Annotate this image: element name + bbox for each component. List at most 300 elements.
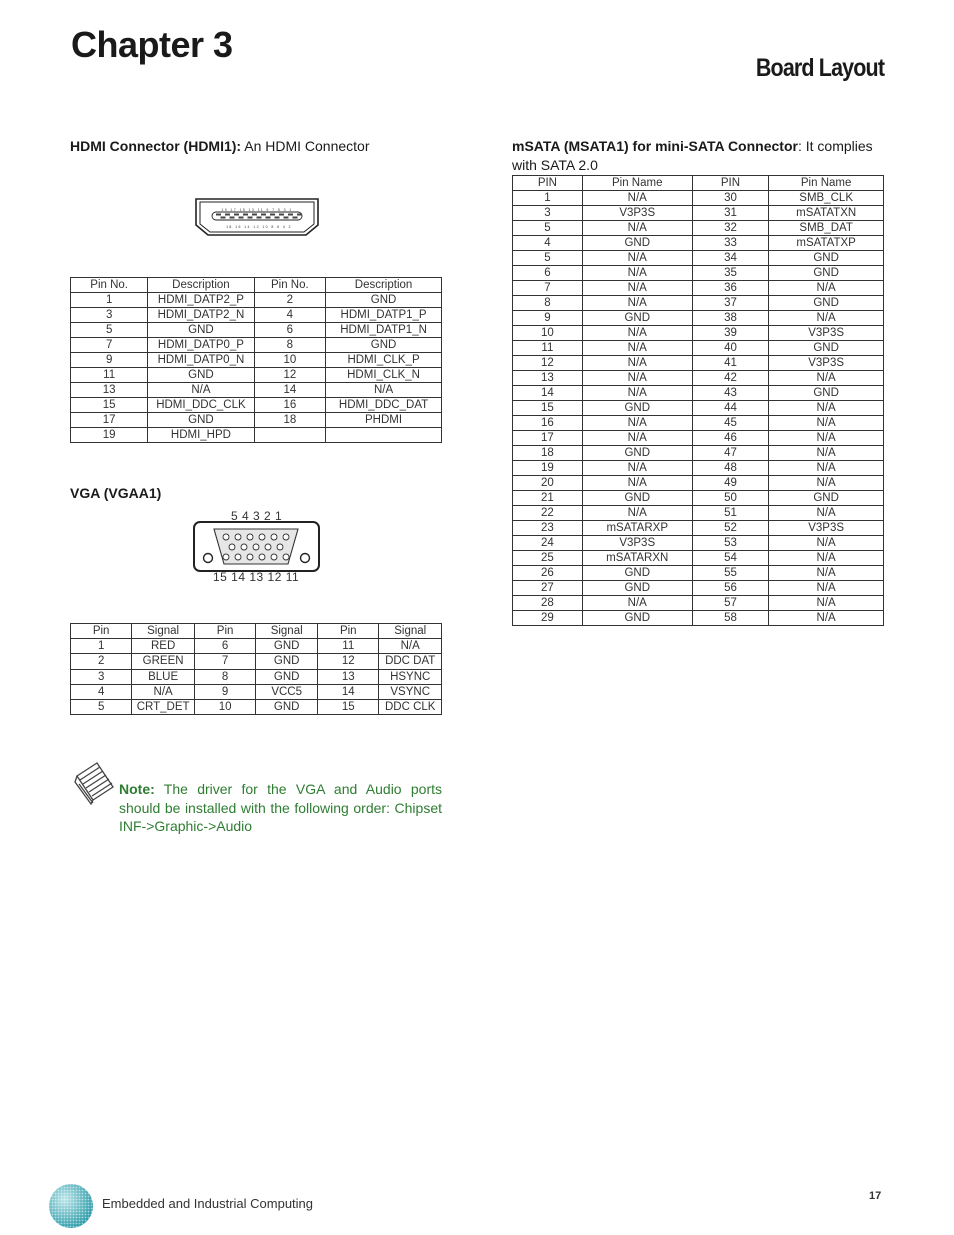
table-row [513, 506, 884, 521]
table-cell: PHDMI [326, 413, 442, 428]
table-cell: 17 [513, 431, 583, 446]
table-row [513, 206, 884, 221]
column-header: Description [326, 278, 442, 293]
column-header: Pin [318, 624, 379, 639]
table-cell: DDC DAT [379, 654, 442, 669]
table-cell: GND [256, 699, 318, 714]
column-header: Pin Name [769, 176, 884, 191]
table-cell: N/A [582, 266, 692, 281]
vga-heading [70, 484, 161, 503]
table-cell: 1 [513, 191, 583, 206]
table-cell: N/A [769, 536, 884, 551]
table-cell: N/A [582, 356, 692, 371]
column-header: Pin [194, 624, 255, 639]
table-cell: 1 [71, 639, 132, 654]
vga-pin [235, 554, 241, 560]
table-cell: 10 [513, 326, 583, 341]
table-cell: N/A [582, 431, 692, 446]
msata-pin-table [512, 175, 884, 626]
table-header-row [513, 176, 884, 191]
table-cell: RED [132, 639, 195, 654]
table-cell: GND [582, 446, 692, 461]
table-cell: GND [148, 413, 254, 428]
table-cell: HDMI_DATP1_N [326, 323, 442, 338]
hdmi-pin [248, 217, 253, 219]
table-cell: V3P3S [769, 326, 884, 341]
column-header: Pin No. [71, 278, 148, 293]
table-row [513, 281, 884, 296]
table-cell: N/A [769, 551, 884, 566]
table-row [513, 401, 884, 416]
table-row [513, 371, 884, 386]
table-cell: V3P3S [769, 356, 884, 371]
table-cell: 57 [692, 596, 769, 611]
table-cell: N/A [769, 506, 884, 521]
hdmi-pin [243, 214, 248, 216]
table-cell: 50 [692, 491, 769, 506]
table-row [71, 654, 442, 669]
hdmi-diagram-top-pins: 19 17 15 13 11 9 7 5 3 1 [221, 208, 293, 212]
table-cell: HDMI_HPD [148, 428, 254, 443]
table-cell: N/A [132, 684, 195, 699]
table-cell: 9 [194, 684, 255, 699]
table-cell: 40 [692, 341, 769, 356]
vga-pin [223, 554, 229, 560]
table-cell: GND [148, 368, 254, 383]
table-cell: 58 [692, 611, 769, 626]
globe-logo [48, 1183, 94, 1229]
table-cell: GND [769, 386, 884, 401]
table-cell: 7 [194, 654, 255, 669]
table-cell: HDMI_DATP1_P [326, 308, 442, 323]
table-cell: GND [582, 311, 692, 326]
vga-connector-diagram [192, 520, 321, 573]
table-row [513, 236, 884, 251]
table-cell: GND [326, 293, 442, 308]
table-cell: 51 [692, 506, 769, 521]
table-cell: 39 [692, 326, 769, 341]
table-cell: 45 [692, 416, 769, 431]
table-row [513, 536, 884, 551]
footer-tagline: Embedded and Industrial Computing [102, 1196, 314, 1211]
table-cell: 56 [692, 581, 769, 596]
table-cell: GND [148, 323, 254, 338]
table-row [513, 356, 884, 371]
table-row [513, 251, 884, 266]
table-cell: N/A [582, 281, 692, 296]
table-cell: 11 [318, 639, 379, 654]
hdmi-pin [252, 214, 257, 216]
table-row [513, 446, 884, 461]
table-cell: HDMI_CLK_P [326, 353, 442, 368]
table-cell: 7 [71, 338, 148, 353]
table-row [71, 413, 442, 428]
table-cell: GND [582, 566, 692, 581]
table-cell: mSATARXN [582, 551, 692, 566]
table-row [71, 639, 442, 654]
note-text [119, 780, 442, 836]
table-cell: 19 [513, 461, 583, 476]
table-cell: 46 [692, 431, 769, 446]
hdmi-pin [275, 217, 280, 219]
vga-pin [271, 554, 277, 560]
table-cell: GND [582, 401, 692, 416]
table-cell: 13 [513, 371, 583, 386]
table-cell: 26 [513, 566, 583, 581]
table-cell: GND [769, 341, 884, 356]
table-cell: GND [582, 491, 692, 506]
column-header: PIN [513, 176, 583, 191]
table-cell: 36 [692, 281, 769, 296]
notepad-icon [73, 760, 117, 806]
table-cell: N/A [148, 383, 254, 398]
table-cell: HDMI_DATP0_P [148, 338, 254, 353]
table-row [71, 308, 442, 323]
table-cell: N/A [769, 581, 884, 596]
table-cell: N/A [582, 386, 692, 401]
table-cell: V3P3S [582, 206, 692, 221]
table-cell: 8 [254, 338, 326, 353]
table-cell: SMB_CLK [769, 191, 884, 206]
table-cell: VCC5 [256, 684, 318, 699]
table-cell: 10 [194, 699, 255, 714]
table-row [513, 491, 884, 506]
table-cell: GND [769, 266, 884, 281]
table-cell: 48 [692, 461, 769, 476]
table-cell: N/A [379, 639, 442, 654]
table-cell: VSYNC [379, 684, 442, 699]
table-cell: CRT_DET [132, 699, 195, 714]
table-cell: N/A [582, 476, 692, 491]
table-cell: 29 [513, 611, 583, 626]
table-cell: 18 [513, 446, 583, 461]
table-cell: 18 [254, 413, 326, 428]
table-cell: 5 [71, 323, 148, 338]
table-cell: 6 [194, 639, 255, 654]
chapter-title: Chapter 3 [71, 24, 233, 65]
table-header-row [71, 278, 442, 293]
table-cell: 21 [513, 491, 583, 506]
table-cell: 5 [71, 699, 132, 714]
table-cell: N/A [769, 401, 884, 416]
hdmi-diagram-bottom-pins: 18 16 14 12 10 8 6 4 2 [226, 225, 292, 229]
table-cell: N/A [582, 506, 692, 521]
vga-bottom-pin-label: 15 14 13 12 11 [213, 570, 300, 584]
table-cell: 37 [692, 296, 769, 311]
vga-pin [283, 554, 289, 560]
vga-pin [235, 534, 241, 540]
hdmi-pin [270, 214, 275, 216]
table-row [513, 551, 884, 566]
msata-heading-bold: mSATA (MSATA1) for mini-SATA Connector [512, 138, 798, 154]
table-row [71, 353, 442, 368]
table-cell: 3 [71, 669, 132, 684]
table-cell: 1 [71, 293, 148, 308]
table-cell: 31 [692, 206, 769, 221]
vga-pin [283, 534, 289, 540]
table-cell: 3 [513, 206, 583, 221]
table-cell: 4 [71, 684, 132, 699]
table-cell: 15 [318, 699, 379, 714]
table-cell: 16 [254, 398, 326, 413]
table-cell: GND [582, 581, 692, 596]
table-cell: 22 [513, 506, 583, 521]
hdmi-pin [266, 217, 271, 219]
table-cell: 3 [71, 308, 148, 323]
table-cell: GND [769, 491, 884, 506]
vga-pin [223, 534, 229, 540]
table-row [513, 191, 884, 206]
table-cell: N/A [582, 251, 692, 266]
table-cell: 20 [513, 476, 583, 491]
table-row [513, 221, 884, 236]
hdmi-heading-bold: HDMI Connector (HDMI1): [70, 138, 242, 154]
table-row [71, 669, 442, 684]
hdmi-pin [293, 217, 298, 219]
vga-pin [247, 534, 253, 540]
table-cell: SMB_DAT [769, 221, 884, 236]
hdmi-pin [261, 214, 266, 216]
table-cell: HDMI_DDC_DAT [326, 398, 442, 413]
hdmi-pin [284, 217, 289, 219]
table-cell: 16 [513, 416, 583, 431]
table-cell: 13 [318, 669, 379, 684]
table-cell: 12 [318, 654, 379, 669]
vga-top-pin-label: 5 4 3 2 1 [231, 509, 283, 523]
hdmi-pin [288, 214, 293, 216]
note-body: The driver for the VGA and Audio ports should be installed with the following order: Chipset INF->Graphic->Audio [119, 781, 442, 834]
table-cell: N/A [326, 383, 442, 398]
hdmi-pin [225, 214, 230, 216]
table-cell: 33 [692, 236, 769, 251]
table-cell: GND [256, 669, 318, 684]
table-row [71, 398, 442, 413]
hdmi-pin [230, 217, 235, 219]
table-cell: GND [256, 639, 318, 654]
table-cell: 41 [692, 356, 769, 371]
column-header: Pin No. [254, 278, 326, 293]
hdmi-connector-diagram [192, 196, 322, 238]
hdmi-pin [234, 214, 239, 216]
column-header: Signal [132, 624, 195, 639]
column-header: PIN [692, 176, 769, 191]
table-cell: 9 [513, 311, 583, 326]
table-cell: N/A [582, 416, 692, 431]
table-row [71, 699, 442, 714]
table-cell: HDMI_DATP2_P [148, 293, 254, 308]
table-cell: N/A [769, 281, 884, 296]
table-cell: 44 [692, 401, 769, 416]
hdmi-pin [239, 217, 244, 219]
table-row [71, 338, 442, 353]
table-cell: 14 [513, 386, 583, 401]
hdmi-pin [297, 214, 302, 216]
table-row [513, 266, 884, 281]
table-row [513, 611, 884, 626]
table-cell [254, 428, 326, 443]
table-row [513, 521, 884, 536]
hdmi-pin [279, 214, 284, 216]
column-header: Pin Name [582, 176, 692, 191]
table-row [513, 326, 884, 341]
table-cell: 6 [254, 323, 326, 338]
vga-pin [241, 544, 247, 550]
hdmi-heading-rest: An HDMI Connector [241, 138, 370, 154]
table-row [513, 311, 884, 326]
table-cell: 2 [254, 293, 326, 308]
table-cell: N/A [582, 341, 692, 356]
table-cell: 42 [692, 371, 769, 386]
table-cell: HSYNC [379, 669, 442, 684]
table-cell: N/A [582, 461, 692, 476]
note-label: Note: [119, 781, 155, 797]
table-cell: N/A [769, 596, 884, 611]
table-row [513, 581, 884, 596]
column-header: Pin [71, 624, 132, 639]
table-cell: HDMI_DDC_CLK [148, 398, 254, 413]
table-cell: N/A [582, 371, 692, 386]
table-cell: 23 [513, 521, 583, 536]
table-row [513, 341, 884, 356]
table-cell: 52 [692, 521, 769, 536]
table-cell: BLUE [132, 669, 195, 684]
msata-heading-rest: : It complies with SATA 2.0 [512, 138, 873, 173]
table-row [513, 431, 884, 446]
vga-pin [271, 534, 277, 540]
table-cell: N/A [769, 476, 884, 491]
table-cell: 8 [194, 669, 255, 684]
table-row [513, 461, 884, 476]
table-cell: 14 [318, 684, 379, 699]
column-header: Signal [256, 624, 318, 639]
table-cell: GND [769, 296, 884, 311]
table-cell: 15 [71, 398, 148, 413]
table-cell: 54 [692, 551, 769, 566]
table-cell: 12 [513, 356, 583, 371]
table-cell: 19 [71, 428, 148, 443]
table-cell: N/A [769, 416, 884, 431]
table-cell: N/A [582, 296, 692, 311]
table-cell: mSATATXP [769, 236, 884, 251]
table-cell: N/A [769, 371, 884, 386]
table-cell: N/A [769, 566, 884, 581]
table-cell: 13 [71, 383, 148, 398]
column-header: Description [148, 278, 254, 293]
table-cell: GND [256, 654, 318, 669]
table-header-row [71, 624, 442, 639]
page-number: 17 [869, 1190, 882, 1202]
table-row [71, 383, 442, 398]
vga-pin [259, 554, 265, 560]
table-cell: 25 [513, 551, 583, 566]
table-cell: DDC CLK [379, 699, 442, 714]
table-cell: 35 [692, 266, 769, 281]
table-row [71, 323, 442, 338]
table-cell: 24 [513, 536, 583, 551]
table-cell: 55 [692, 566, 769, 581]
table-cell: 30 [692, 191, 769, 206]
table-cell: GND [582, 611, 692, 626]
table-cell: 12 [254, 368, 326, 383]
section-title: Board Layout [755, 54, 884, 82]
table-row [513, 296, 884, 311]
table-cell: 11 [513, 341, 583, 356]
table-cell: 9 [71, 353, 148, 368]
vga-pin-table [70, 623, 442, 715]
table-cell: GREEN [132, 654, 195, 669]
table-row [513, 596, 884, 611]
table-cell: N/A [769, 461, 884, 476]
hdmi-pin [221, 217, 226, 219]
table-cell: 4 [254, 308, 326, 323]
table-cell: GND [326, 338, 442, 353]
table-row [71, 684, 442, 699]
table-cell: 2 [71, 654, 132, 669]
table-cell: 6 [513, 266, 583, 281]
column-header: Signal [379, 624, 442, 639]
vga-pin [229, 544, 235, 550]
table-row [71, 368, 442, 383]
table-cell [326, 428, 442, 443]
table-cell: 5 [513, 221, 583, 236]
vga-pin [247, 554, 253, 560]
table-cell: 49 [692, 476, 769, 491]
table-cell: N/A [582, 191, 692, 206]
table-cell: 14 [254, 383, 326, 398]
table-cell: 53 [692, 536, 769, 551]
table-cell: 38 [692, 311, 769, 326]
table-cell: 4 [513, 236, 583, 251]
hdmi-pin [257, 217, 262, 219]
hdmi-pin [216, 214, 221, 216]
table-cell: N/A [769, 311, 884, 326]
vga-pin [259, 534, 265, 540]
table-row [513, 416, 884, 431]
table-cell: 43 [692, 386, 769, 401]
table-cell: HDMI_DATP0_N [148, 353, 254, 368]
table-cell: 34 [692, 251, 769, 266]
table-row [513, 386, 884, 401]
table-cell: 17 [71, 413, 148, 428]
table-cell: N/A [582, 326, 692, 341]
vga-pin [277, 544, 283, 550]
table-cell: N/A [582, 596, 692, 611]
vga-pin [265, 544, 271, 550]
vga-pin [253, 544, 259, 550]
table-cell: N/A [769, 446, 884, 461]
table-cell: N/A [769, 611, 884, 626]
table-cell: 11 [71, 368, 148, 383]
table-cell: 47 [692, 446, 769, 461]
table-cell: 5 [513, 251, 583, 266]
table-row [513, 476, 884, 491]
table-cell: 15 [513, 401, 583, 416]
table-cell: N/A [582, 221, 692, 236]
table-cell: 7 [513, 281, 583, 296]
hdmi-pin-table [70, 277, 442, 443]
table-cell: GND [582, 236, 692, 251]
table-cell: HDMI_DATP2_N [148, 308, 254, 323]
table-row [71, 428, 442, 443]
hdmi-heading [70, 137, 450, 156]
table-cell: 8 [513, 296, 583, 311]
table-cell: GND [769, 251, 884, 266]
table-cell: N/A [769, 431, 884, 446]
table-cell: 32 [692, 221, 769, 236]
table-cell: V3P3S [582, 536, 692, 551]
table-row [513, 566, 884, 581]
msata-heading [512, 137, 892, 175]
